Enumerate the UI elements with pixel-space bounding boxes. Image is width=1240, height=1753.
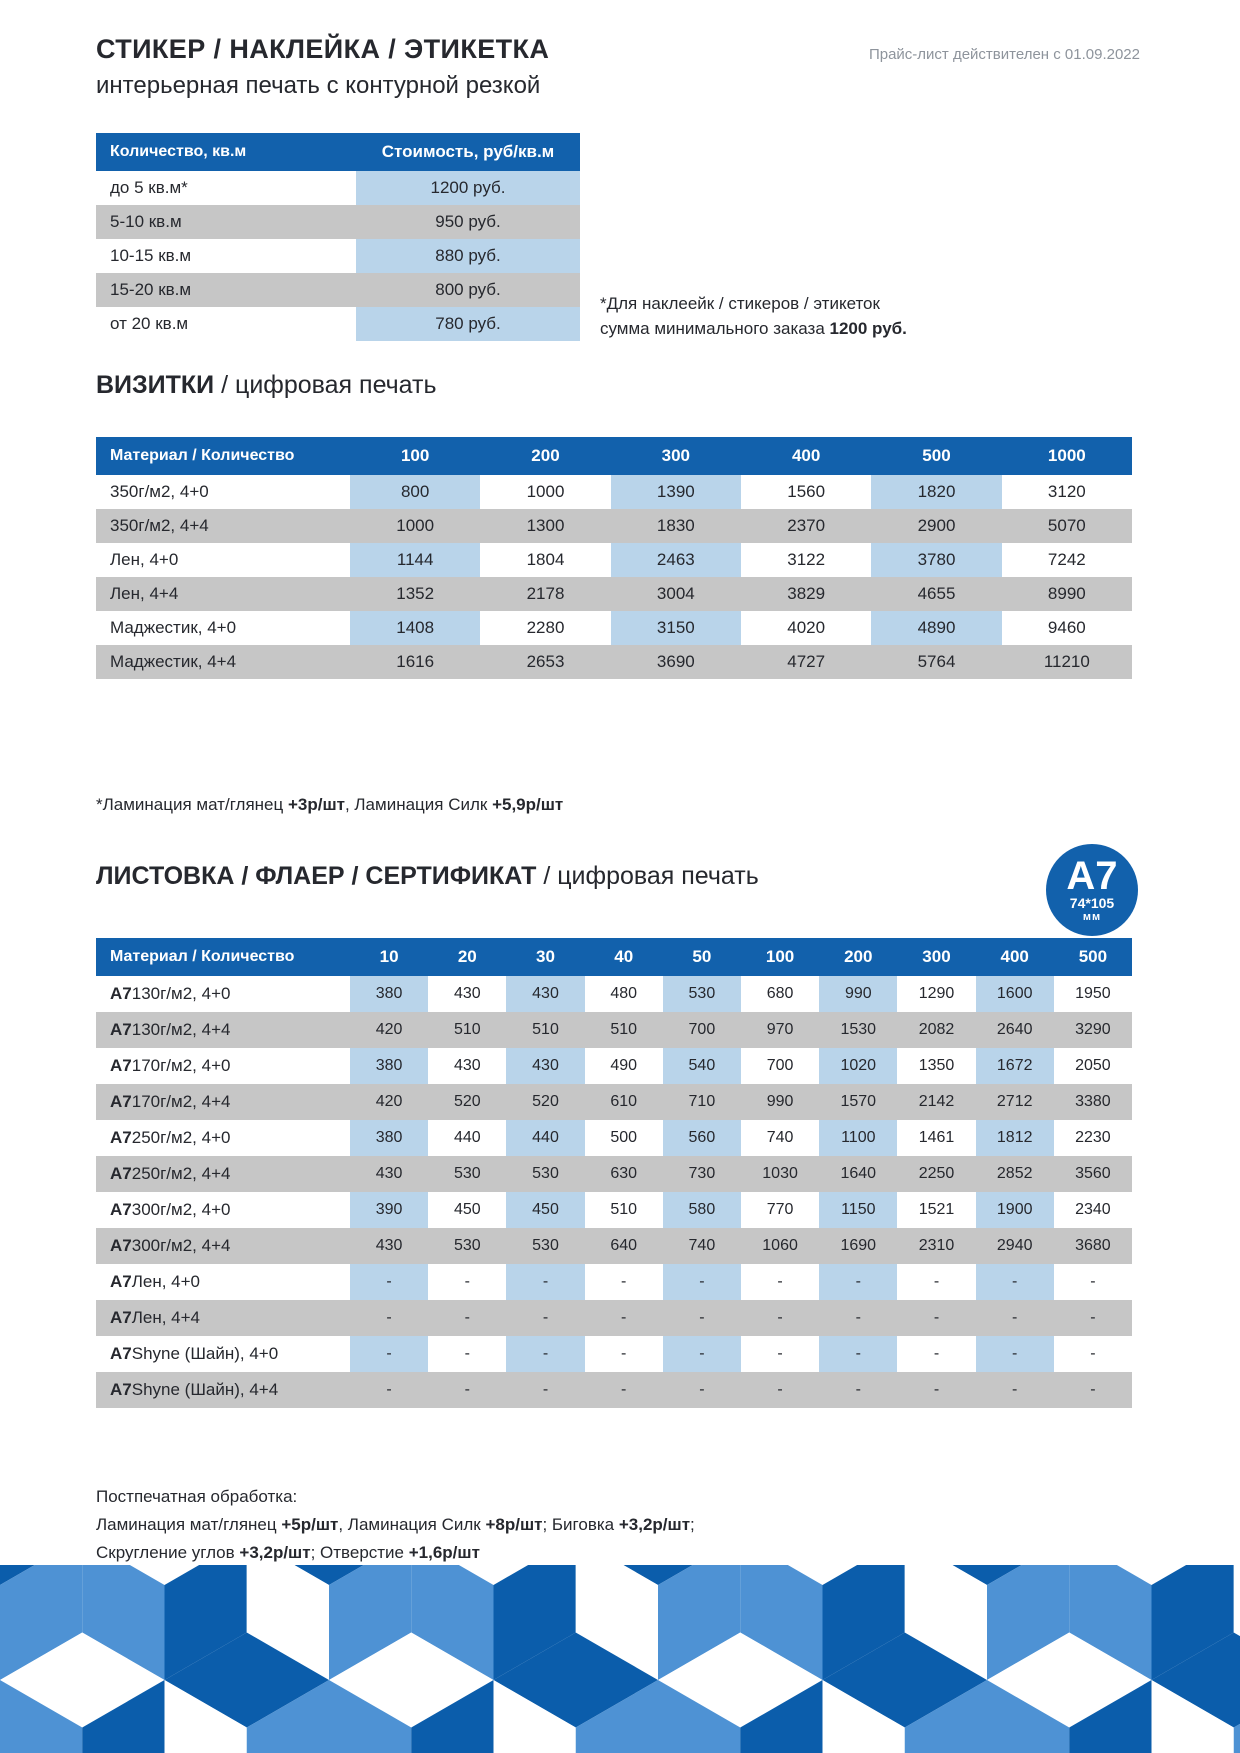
- price-cell: 3004: [611, 577, 741, 611]
- table-header-row: [96, 437, 1132, 475]
- price-cell: 1672: [976, 1048, 1054, 1084]
- price-cell: -: [350, 1300, 428, 1336]
- price-cell: 530: [663, 976, 741, 1012]
- price-cell: -: [741, 1372, 819, 1408]
- price-cell: 420: [350, 1084, 428, 1120]
- price-cell: 510: [585, 1012, 663, 1048]
- price-cell: -: [1090, 1345, 1096, 1362]
- price-cell: -: [777, 1273, 783, 1290]
- price-cell: 560: [663, 1120, 741, 1156]
- price-cell: 1408: [350, 611, 480, 645]
- table-row: [96, 1084, 1132, 1120]
- price-cell: 730: [663, 1156, 741, 1192]
- table-row: [96, 645, 1132, 679]
- price-cell: -: [741, 1300, 819, 1336]
- column-header-qty: 10: [350, 938, 428, 976]
- table-row: [96, 1048, 1132, 1084]
- column-header-qty: 100: [350, 437, 480, 475]
- table-row: [96, 976, 1132, 1012]
- listovka-section-title: [96, 862, 759, 891]
- price-cell: -: [976, 1264, 1054, 1300]
- price-cell: -: [621, 1345, 627, 1362]
- price-cell: -: [819, 1300, 897, 1336]
- price-cell: 1144: [350, 543, 480, 577]
- column-header-qty: 500: [1054, 938, 1132, 976]
- price-cell: 8990: [1002, 577, 1132, 611]
- row-label: 5-10 кв.м: [96, 205, 356, 239]
- table-row: [96, 611, 1132, 645]
- row-label: А7 Shyne (Шайн), 4+0: [110, 1344, 279, 1363]
- price-cell: 2230: [1075, 1129, 1111, 1146]
- lamination-note: [96, 792, 563, 817]
- table-row: [96, 1156, 1132, 1192]
- price-cell: 710: [663, 1084, 741, 1120]
- badge-format-label: А7: [1066, 854, 1118, 898]
- price-cell: 1616: [350, 645, 480, 679]
- row-label: А7 300г/м2, 4+4: [96, 1228, 350, 1264]
- price-cell: 1640: [819, 1156, 897, 1192]
- price-cell: -: [1054, 1372, 1132, 1408]
- price-cell: 1600: [976, 976, 1054, 1012]
- row-label: Лен, 4+0: [110, 550, 179, 569]
- price-cell: 1020: [819, 1048, 897, 1084]
- price-cell: 2640: [976, 1012, 1054, 1048]
- price-cell: 970: [741, 1012, 819, 1048]
- price-cell: 2852: [976, 1156, 1054, 1192]
- row-label: Маджестик, 4+4: [96, 645, 350, 679]
- price-cell: -: [663, 1300, 741, 1336]
- postprint-note: [96, 1483, 695, 1567]
- column-header-qty: 400: [741, 437, 871, 475]
- price-cell: 510: [506, 1012, 584, 1048]
- price-cell: 4020: [787, 618, 826, 637]
- price-cell: 510: [610, 1201, 638, 1218]
- row-label: А7 300г/м2, 4+0: [110, 1200, 231, 1219]
- row-label: от 20 кв.м: [110, 314, 189, 333]
- price-cell: 800 руб.: [356, 273, 580, 307]
- price-cell: 1000: [526, 482, 565, 501]
- price-cell: -: [1090, 1273, 1096, 1290]
- column-header-qty: 50: [663, 938, 741, 976]
- table-row: [96, 1300, 1132, 1336]
- table-row: [96, 307, 580, 341]
- price-cell: 1521: [918, 1201, 955, 1218]
- price-cell: 1530: [819, 1012, 897, 1048]
- price-cell: 2280: [526, 618, 565, 637]
- price-cell: 2940: [976, 1228, 1054, 1264]
- price-cell: -: [663, 1372, 741, 1408]
- price-cell: -: [897, 1372, 975, 1408]
- price-cell: -: [585, 1300, 663, 1336]
- price-cell: -: [585, 1372, 663, 1408]
- price-cell: 3560: [1054, 1156, 1132, 1192]
- price-cell: 430: [350, 1156, 428, 1192]
- price-cell: -: [663, 1264, 741, 1300]
- price-cell: 700: [663, 1012, 741, 1048]
- price-cell: 530: [428, 1228, 506, 1264]
- vizitki-section-title: [96, 371, 437, 400]
- price-cell: 3680: [1054, 1228, 1132, 1264]
- price-cell: 640: [585, 1228, 663, 1264]
- column-header-qty: 300: [611, 437, 741, 475]
- price-cell: 450: [506, 1192, 584, 1228]
- price-cell: 680: [766, 985, 794, 1002]
- price-cell: -: [933, 1273, 940, 1290]
- row-label: А7 Shyne (Шайн), 4+4: [96, 1372, 350, 1408]
- column-header-qty: 40: [585, 938, 663, 976]
- price-cell: 1812: [976, 1120, 1054, 1156]
- price-cell: 700: [766, 1057, 794, 1074]
- price-cell: 2082: [897, 1012, 975, 1048]
- cubes-pattern-decoration: [0, 1565, 1240, 1753]
- price-cell: -: [819, 1264, 897, 1300]
- price-cell: -: [819, 1336, 897, 1372]
- price-cell: 5070: [1002, 509, 1132, 543]
- price-cell: 1950: [1075, 985, 1111, 1002]
- validity-note: Прайс-лист действителен с 01.09.2022: [868, 46, 1140, 63]
- row-label: А7 250г/м2, 4+0: [110, 1128, 231, 1147]
- table-header-row: [96, 938, 1132, 976]
- price-cell: 2178: [480, 577, 610, 611]
- price-cell: 2370: [741, 509, 871, 543]
- note-line: Ламинация мат/глянец +5р/шт, Ламинация Силк +8р/шт; Биговка +3,2р/шт;: [96, 1515, 695, 1534]
- price-cell: -: [506, 1264, 584, 1300]
- price-cell: 4727: [741, 645, 871, 679]
- price-cell: 9460: [1047, 618, 1086, 637]
- price-cell: 1030: [741, 1156, 819, 1192]
- price-cell: 610: [585, 1084, 663, 1120]
- row-label: А7 250г/м2, 4+4: [96, 1156, 350, 1192]
- price-cell: 1560: [787, 482, 826, 501]
- note-line: Скругление углов +3,2р/шт; Отверстие +1,6р/шт: [96, 1543, 480, 1562]
- row-label: 15-20 кв.м: [96, 273, 356, 307]
- price-cell: 740: [766, 1129, 794, 1146]
- table-row: [96, 171, 580, 205]
- column-header-qty: 30: [506, 938, 584, 976]
- price-cell: 380: [350, 1048, 428, 1084]
- price-cell: 440: [453, 1129, 481, 1146]
- table-row: [96, 1336, 1132, 1372]
- listovka-price-table: [96, 938, 1132, 1408]
- table-row: [96, 1012, 1132, 1048]
- price-cell: -: [428, 1372, 506, 1408]
- column-header-qty: 100: [741, 938, 819, 976]
- row-label: А7 130г/м2, 4+0: [110, 984, 231, 1003]
- table-row: [96, 509, 1132, 543]
- price-cell: 380: [350, 976, 428, 1012]
- column-header-qty: 500: [871, 437, 1001, 475]
- sticker-min-order-note: [600, 291, 907, 341]
- price-cell: -: [350, 1372, 428, 1408]
- price-cell: 1900: [976, 1192, 1054, 1228]
- column-header-material: Количество, кв.м: [96, 133, 356, 171]
- price-cell: -: [464, 1345, 470, 1362]
- price-cell: 1820: [871, 475, 1001, 509]
- price-cell: 5764: [871, 645, 1001, 679]
- price-cell: -: [897, 1300, 975, 1336]
- table-row: [96, 239, 580, 273]
- column-header-qty: 300: [897, 938, 975, 976]
- price-cell: 500: [610, 1129, 638, 1146]
- column-header-qty: 20: [428, 938, 506, 976]
- price-cell: 3122: [787, 550, 826, 569]
- column-header-material: Материал / Количество: [96, 938, 350, 976]
- price-cell: 520: [506, 1084, 584, 1120]
- page-subtitle: интерьерная печать с контурной резкой: [96, 72, 541, 99]
- price-cell: 800: [350, 475, 480, 509]
- column-header-qty: 400: [976, 938, 1054, 976]
- price-cell: -: [506, 1372, 584, 1408]
- price-cell: 2050: [1075, 1057, 1111, 1074]
- table-row: [96, 273, 580, 307]
- price-cell: -: [976, 1336, 1054, 1372]
- price-cell: 2712: [976, 1084, 1054, 1120]
- price-cell: 11210: [1002, 645, 1132, 679]
- price-cell: 990: [741, 1084, 819, 1120]
- row-label: до 5 кв.м*: [110, 178, 188, 197]
- vizitki-title-rest: / цифровая печать: [214, 371, 437, 399]
- vizitki-title-bold: ВИЗИТКИ: [96, 371, 215, 399]
- table-row: [96, 1120, 1132, 1156]
- price-cell: 7242: [1047, 550, 1086, 569]
- column-header-material: Материал / Количество: [96, 437, 350, 475]
- price-cell: 3380: [1054, 1084, 1132, 1120]
- price-cell: 3690: [611, 645, 741, 679]
- price-cell: 2340: [1075, 1201, 1111, 1218]
- price-cell: 2900: [871, 509, 1001, 543]
- price-cell: 3290: [1054, 1012, 1132, 1048]
- price-cell: 740: [663, 1228, 741, 1264]
- price-cell: 1200 руб.: [356, 171, 580, 205]
- price-cell: 2250: [897, 1156, 975, 1192]
- price-cell: 540: [663, 1048, 741, 1084]
- price-cell: -: [819, 1372, 897, 1408]
- price-cell: 450: [453, 1201, 481, 1218]
- row-label: 350г/м2, 4+4: [96, 509, 350, 543]
- row-label: Маджестик, 4+0: [110, 618, 237, 637]
- price-cell: 1830: [611, 509, 741, 543]
- price-cell: -: [428, 1300, 506, 1336]
- price-cell: 420: [350, 1012, 428, 1048]
- price-cell: 1100: [819, 1120, 897, 1156]
- price-cell: 2142: [897, 1084, 975, 1120]
- price-cell: 770: [766, 1201, 794, 1218]
- price-cell: 1461: [918, 1129, 955, 1146]
- price-cell: 2310: [897, 1228, 975, 1264]
- price-cell: 950 руб.: [356, 205, 580, 239]
- note-line: Постпечатная обработка:: [96, 1487, 298, 1506]
- column-header-qty: 1000: [1002, 437, 1132, 475]
- price-cell: 3120: [1047, 482, 1086, 501]
- column-header-qty: Стоимость, руб/кв.м: [356, 133, 580, 171]
- price-cell: -: [350, 1264, 428, 1300]
- listovka-title-rest: / цифровая печать: [536, 862, 759, 890]
- price-cell: 1804: [526, 550, 565, 569]
- price-cell: 520: [428, 1084, 506, 1120]
- price-cell: 1570: [819, 1084, 897, 1120]
- table-row: [96, 1228, 1132, 1264]
- price-cell: 4890: [871, 611, 1001, 645]
- price-cell: 510: [428, 1012, 506, 1048]
- price-cell: 440: [506, 1120, 584, 1156]
- price-cell: 1350: [918, 1057, 955, 1074]
- note-line: *Ламинация мат/глянец +3р/шт, Ламинация Силк +5,9р/шт: [96, 795, 564, 814]
- price-cell: 1352: [350, 577, 480, 611]
- price-cell: -: [506, 1336, 584, 1372]
- price-cell: 1150: [819, 1192, 897, 1228]
- table-row: [96, 1372, 1132, 1408]
- vizitki-price-table: [96, 437, 1132, 679]
- a7-format-badge: [1046, 844, 1138, 936]
- price-cell: 1690: [819, 1228, 897, 1264]
- column-header-qty: 200: [480, 437, 610, 475]
- price-cell: 1300: [480, 509, 610, 543]
- price-cell: -: [464, 1273, 470, 1290]
- row-label: А7 170г/м2, 4+4: [96, 1084, 350, 1120]
- price-cell: 1390: [611, 475, 741, 509]
- price-cell: 780 руб.: [356, 307, 580, 341]
- note-line: сумма минимального заказа 1200 руб.: [600, 319, 907, 338]
- row-label: А7 170г/м2, 4+0: [110, 1056, 231, 1075]
- row-label: А7 Лен, 4+4: [96, 1300, 350, 1336]
- table-row: [96, 475, 1132, 509]
- price-cell: 430: [506, 1048, 584, 1084]
- price-cell: 430: [506, 976, 584, 1012]
- price-cell: 1060: [741, 1228, 819, 1264]
- price-cell: -: [621, 1273, 627, 1290]
- table-row: [96, 1192, 1132, 1228]
- price-cell: 430: [453, 1057, 481, 1074]
- price-cell: 530: [506, 1228, 584, 1264]
- price-cell: 3150: [611, 611, 741, 645]
- price-cell: 2653: [480, 645, 610, 679]
- price-cell: 430: [350, 1228, 428, 1264]
- price-cell: -: [350, 1336, 428, 1372]
- price-cell: 3829: [741, 577, 871, 611]
- badge-unit-label: мм: [1082, 911, 1102, 923]
- table-header-row: [96, 133, 580, 171]
- price-cell: 580: [663, 1192, 741, 1228]
- column-header-qty: 200: [819, 938, 897, 976]
- price-cell: 880 руб.: [356, 239, 580, 273]
- price-cell: 990: [819, 976, 897, 1012]
- row-label: Лен, 4+4: [96, 577, 350, 611]
- listovka-title-bold: ЛИСТОВКА / ФЛАЕР / СЕРТИФИКАТ: [96, 862, 537, 890]
- price-cell: 430: [453, 985, 481, 1002]
- price-cell: 380: [350, 1120, 428, 1156]
- price-cell: -: [976, 1300, 1054, 1336]
- price-cell: -: [506, 1300, 584, 1336]
- page-title: СТИКЕР / НАКЛЕЙКА / ЭТИКЕТКА: [96, 34, 550, 64]
- badge-size-label: 74*105: [1069, 895, 1115, 911]
- price-cell: 480: [610, 985, 638, 1002]
- price-cell: 390: [350, 1192, 428, 1228]
- price-cell: 530: [428, 1156, 506, 1192]
- price-cell: 2463: [611, 543, 741, 577]
- price-cell: 530: [506, 1156, 584, 1192]
- price-cell: -: [933, 1345, 940, 1362]
- price-cell: -: [1054, 1300, 1132, 1336]
- row-label: 10-15 кв.м: [110, 246, 192, 265]
- table-row: [96, 205, 580, 239]
- price-cell: 3780: [871, 543, 1001, 577]
- price-cell: 4655: [871, 577, 1001, 611]
- row-label: А7 130г/м2, 4+4: [96, 1012, 350, 1048]
- row-label: А7 Лен, 4+0: [110, 1272, 201, 1291]
- sticker-price-table: [96, 133, 580, 341]
- price-cell: 1290: [918, 985, 955, 1002]
- row-label: 350г/м2, 4+0: [110, 482, 209, 501]
- price-cell: -: [976, 1372, 1054, 1408]
- table-row: [96, 543, 1132, 577]
- table-row: [96, 1264, 1132, 1300]
- note-line: *Для наклеейк / стикеров / этикеток: [600, 294, 880, 313]
- price-cell: -: [663, 1336, 741, 1372]
- price-cell: 630: [585, 1156, 663, 1192]
- price-cell: 1000: [350, 509, 480, 543]
- price-cell: 490: [610, 1057, 638, 1074]
- table-row: [96, 577, 1132, 611]
- price-cell: -: [777, 1345, 783, 1362]
